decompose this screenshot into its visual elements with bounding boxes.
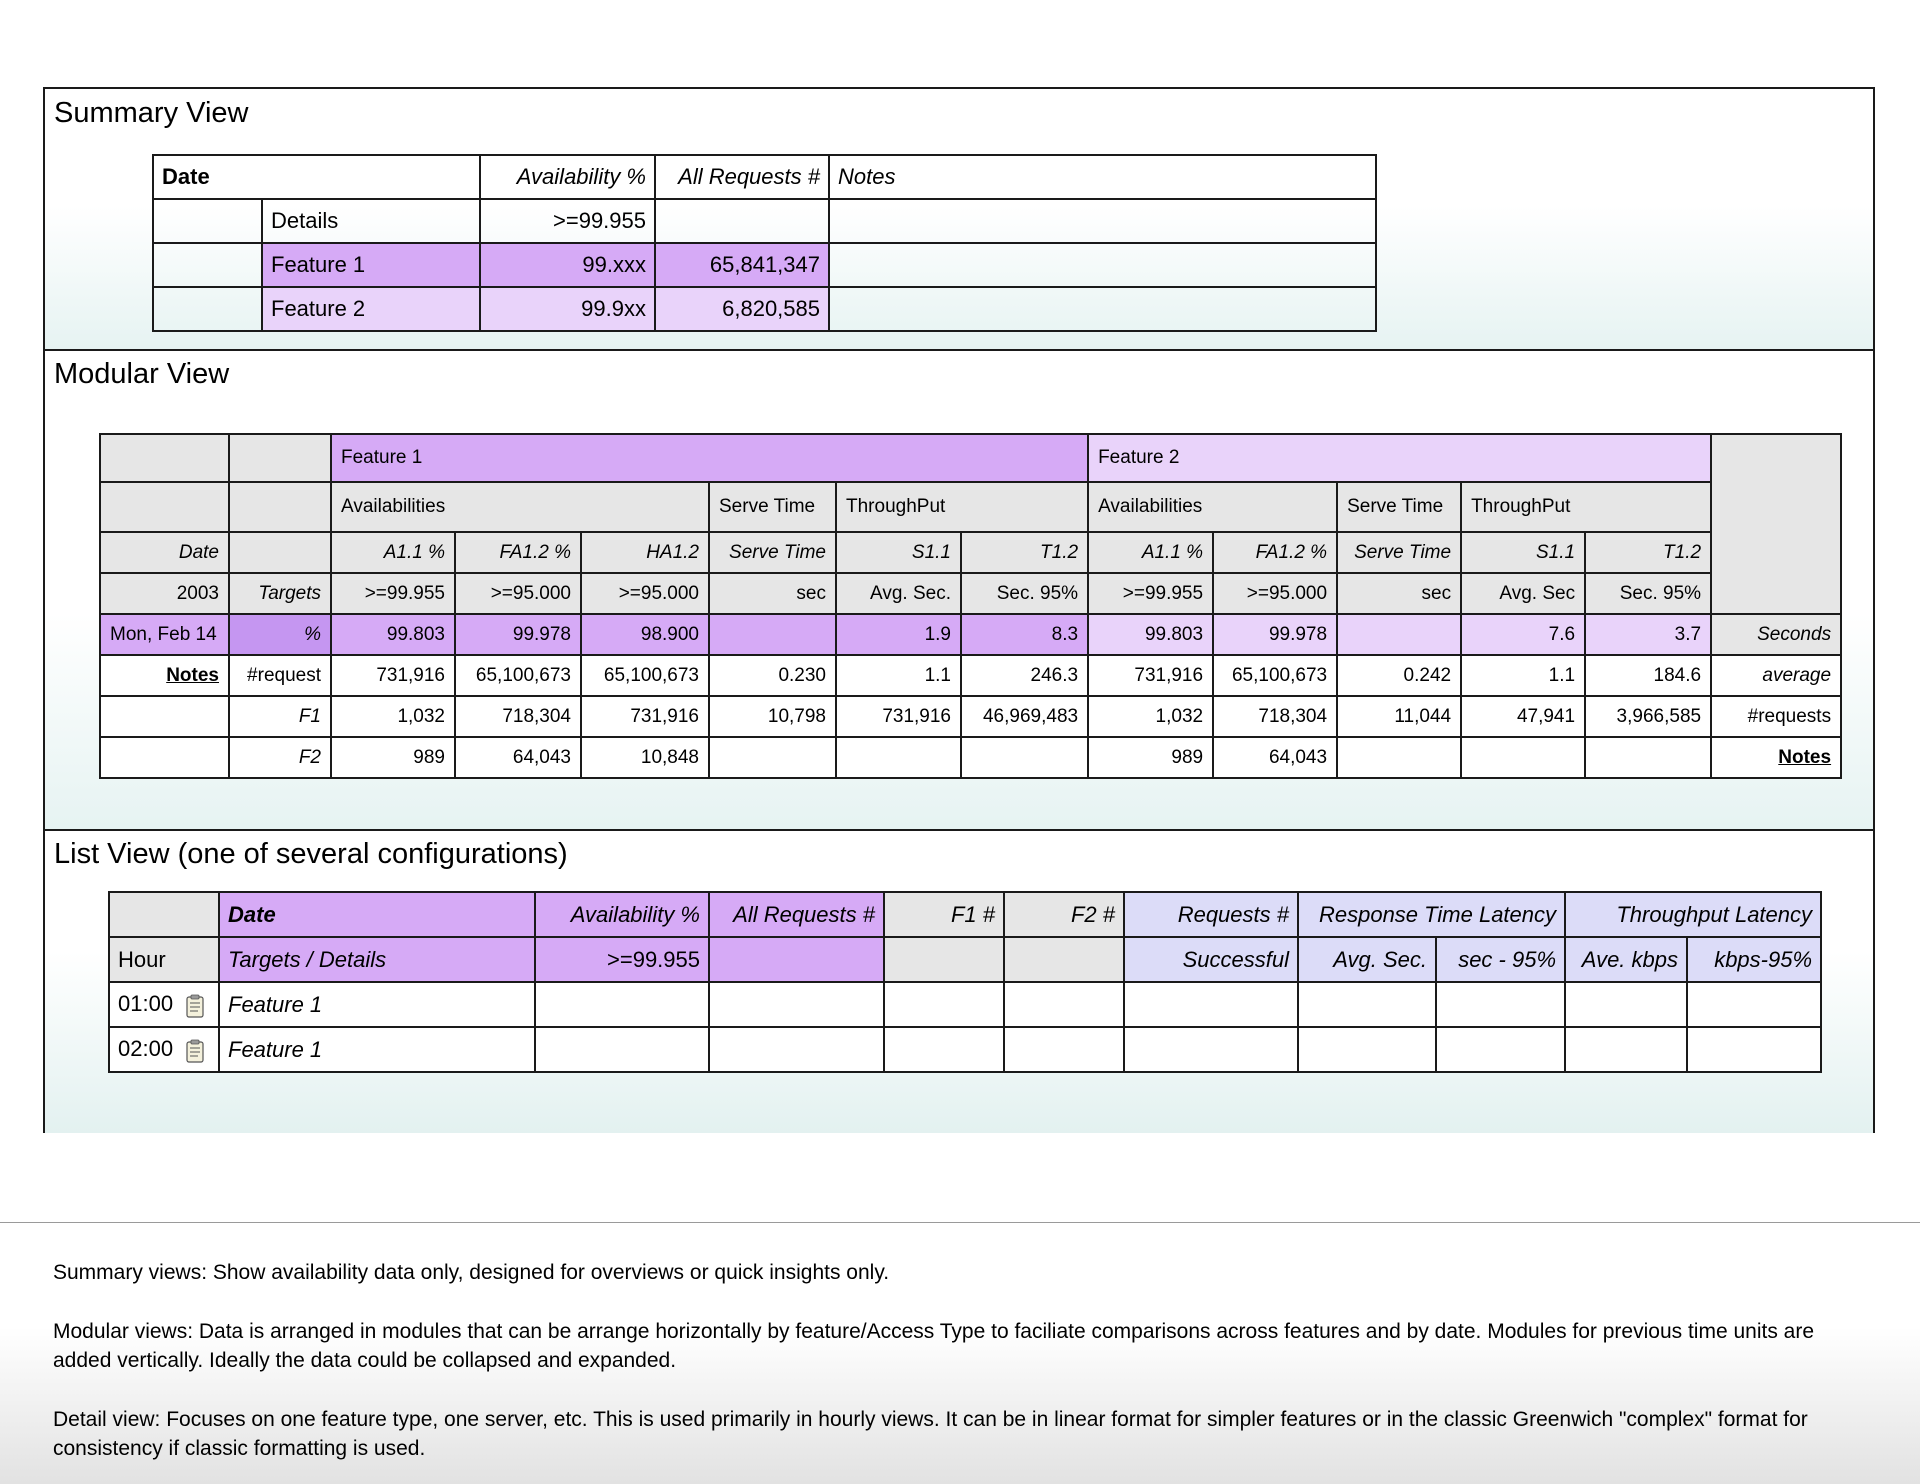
table-cell[interactable]: [884, 982, 1004, 1027]
list-header-row-1: [109, 892, 1821, 937]
table-cell[interactable]: [1337, 737, 1461, 778]
table-cell[interactable]: Avg. Sec.: [836, 573, 961, 614]
table-cell[interactable]: 10,848: [581, 737, 709, 778]
table-cell[interactable]: [836, 737, 961, 778]
table-cell[interactable]: [1585, 737, 1711, 778]
list-sec95-header[interactable]: sec - 95%: [1436, 937, 1565, 982]
list-kbps95-header[interactable]: kbps-95%: [1687, 937, 1821, 982]
table-cell[interactable]: 3.7: [1585, 614, 1711, 655]
list-f1-header[interactable]: F1 #: [884, 892, 1004, 937]
modular-corner-cell: [100, 482, 229, 532]
table-cell[interactable]: [709, 982, 884, 1027]
f1-serve-time-header[interactable]: Serve Time: [709, 532, 836, 573]
table-cell[interactable]: >=99.955: [1088, 573, 1213, 614]
table-cell[interactable]: 65,100,673: [581, 655, 709, 696]
f1-ha12-header[interactable]: HA1.2: [581, 532, 709, 573]
notepad-icon[interactable]: [185, 1039, 205, 1063]
table-cell[interactable]: Sec. 95%: [1585, 573, 1711, 614]
table-cell[interactable]: 64,043: [1213, 737, 1337, 778]
summary-requests-cell[interactable]: [655, 199, 829, 243]
table-cell[interactable]: [1565, 1027, 1687, 1072]
modular-notes-link[interactable]: Notes: [100, 655, 229, 696]
modular-date-cell[interactable]: [100, 737, 229, 778]
modular-side-requests[interactable]: #requests: [1711, 696, 1841, 737]
f2-fa12-header[interactable]: FA1.2 %: [1213, 532, 1337, 573]
table-cell[interactable]: 1,032: [1088, 696, 1213, 737]
table-cell[interactable]: 65,100,673: [1213, 655, 1337, 696]
notepad-icon[interactable]: [185, 994, 205, 1018]
modular-side-header: [1711, 434, 1841, 614]
table-cell[interactable]: 99.978: [1213, 614, 1337, 655]
table-cell[interactable]: 731,916: [836, 696, 961, 737]
f2-t12-header[interactable]: T1.2: [1585, 532, 1711, 573]
modular-f1-label[interactable]: F1: [229, 696, 331, 737]
list-throughput-latency-header[interactable]: Throughput Latency: [1565, 892, 1821, 937]
table-cell[interactable]: >=95.000: [455, 573, 581, 614]
table-cell[interactable]: [961, 737, 1088, 778]
modular-f2-row: [100, 737, 1841, 778]
list-successful-header[interactable]: Successful: [1124, 937, 1298, 982]
summary-date-cell[interactable]: [153, 287, 262, 331]
f1-availabilities-group[interactable]: Availabilities: [331, 482, 709, 532]
f1-serve-time-group[interactable]: Serve Time: [709, 482, 836, 532]
modular-f2-label[interactable]: F2: [229, 737, 331, 778]
summary-view-title: Summary View: [54, 97, 249, 129]
f2-serve-time-header[interactable]: Serve Time: [1337, 532, 1461, 573]
table-cell[interactable]: [1337, 614, 1461, 655]
list-view-section: [45, 831, 1873, 1133]
table-cell[interactable]: 184.6: [1585, 655, 1711, 696]
modular-request-label[interactable]: #request: [229, 655, 331, 696]
list-f1-target: [884, 937, 1004, 982]
table-cell[interactable]: [1298, 1027, 1436, 1072]
table-cell[interactable]: 99.978: [455, 614, 581, 655]
list-requests-target: [709, 937, 884, 982]
list-view-title: List View (one of several configurations): [54, 838, 568, 870]
table-cell[interactable]: [709, 1027, 884, 1072]
table-cell[interactable]: [1687, 1027, 1821, 1072]
list-response-latency-header[interactable]: Response Time Latency: [1298, 892, 1565, 937]
modular-percent-row: [100, 614, 1841, 655]
summary-views-note: Summary views: Show availability data only, designed for overviews or quick insights only.: [53, 1261, 890, 1284]
list-availability-header[interactable]: Availability %: [535, 892, 709, 937]
table-cell[interactable]: >=99.955: [331, 573, 455, 614]
summary-date-cell[interactable]: [153, 243, 262, 287]
modular-label-header: [229, 532, 331, 573]
summary-header-row: [153, 155, 1376, 199]
table-cell[interactable]: sec: [1337, 573, 1461, 614]
f1-t12-header[interactable]: T1.2: [961, 532, 1088, 573]
modular-date-cell[interactable]: Mon, Feb 14: [100, 614, 229, 655]
modular-targets-label[interactable]: Targets: [229, 573, 331, 614]
summary-row-label[interactable]: Feature 2: [262, 287, 480, 331]
list-requests-count-header[interactable]: Requests #: [1124, 892, 1298, 937]
modular-corner-cell: [229, 434, 331, 482]
f2-a11-header[interactable]: A1.1 %: [1088, 532, 1213, 573]
list-date-header[interactable]: Date: [219, 892, 535, 937]
f1-throughput-group[interactable]: ThroughPut: [836, 482, 1088, 532]
table-cell[interactable]: sec: [709, 573, 836, 614]
list-corner-cell: [109, 892, 219, 937]
table-cell[interactable]: [1436, 1027, 1565, 1072]
table-row: [153, 199, 1376, 243]
table-cell[interactable]: 47,941: [1461, 696, 1585, 737]
table-cell[interactable]: 0.242: [1337, 655, 1461, 696]
f1-fa12-header[interactable]: FA1.2 %: [455, 532, 581, 573]
f1-a11-header[interactable]: A1.1 %: [331, 532, 455, 573]
table-cell[interactable]: [709, 737, 836, 778]
summary-notes-cell[interactable]: [829, 199, 1376, 243]
list-table: [108, 891, 1822, 1073]
list-avg-sec-header[interactable]: Avg. Sec.: [1298, 937, 1436, 982]
modular-request-row: [100, 655, 1841, 696]
modular-view-section: [45, 351, 1873, 831]
list-header-row-2: [109, 937, 1821, 982]
summary-table: [152, 154, 1377, 332]
table-cell[interactable]: 718,304: [1213, 696, 1337, 737]
summary-availability-header[interactable]: Availability %: [480, 155, 655, 199]
summary-requests-cell[interactable]: 65,841,347: [655, 243, 829, 287]
list-f2-target: [1004, 937, 1124, 982]
table-cell[interactable]: Sec. 95%: [961, 573, 1088, 614]
list-feature-cell[interactable]: Feature 1: [219, 982, 535, 1027]
list-availability-target[interactable]: >=99.955: [535, 937, 709, 982]
table-row: [153, 243, 1376, 287]
summary-availability-cell[interactable]: 99.9xx: [480, 287, 655, 331]
table-cell[interactable]: [709, 614, 836, 655]
table-cell[interactable]: 99.803: [1088, 614, 1213, 655]
list-hour-cell[interactable]: [109, 1027, 219, 1072]
summary-row-label[interactable]: Feature 1: [262, 243, 480, 287]
table-cell[interactable]: [535, 1027, 709, 1072]
modular-f1-row: [100, 696, 1841, 737]
table-cell[interactable]: Avg. Sec: [1461, 573, 1585, 614]
table-cell[interactable]: 731,916: [1088, 655, 1213, 696]
feature-1-header[interactable]: Feature 1: [331, 434, 1088, 482]
table-cell[interactable]: [1565, 982, 1687, 1027]
modular-metric-row: [100, 532, 1841, 573]
table-cell[interactable]: 98.900: [581, 614, 709, 655]
table-row: [109, 982, 1821, 1027]
list-feature-cell[interactable]: Feature 1: [219, 1027, 535, 1072]
summary-requests-cell[interactable]: 6,820,585: [655, 287, 829, 331]
modular-corner-cell: [229, 482, 331, 532]
table-cell[interactable]: [1687, 982, 1821, 1027]
summary-row-label[interactable]: Details: [262, 199, 480, 243]
table-cell[interactable]: [1004, 982, 1124, 1027]
modular-targets-row: [100, 573, 1841, 614]
table-cell[interactable]: 3,966,585: [1585, 696, 1711, 737]
table-cell[interactable]: [1298, 982, 1436, 1027]
views-frame: [43, 87, 1875, 1133]
table-cell[interactable]: 989: [331, 737, 455, 778]
summary-notes-cell[interactable]: [829, 287, 1376, 331]
table-cell[interactable]: 11,044: [1337, 696, 1461, 737]
summary-view-section: [45, 89, 1873, 351]
modular-side-notes-link[interactable]: Notes: [1711, 737, 1841, 778]
table-cell[interactable]: 731,916: [581, 696, 709, 737]
table-cell[interactable]: 1.9: [836, 614, 961, 655]
table-cell[interactable]: 64,043: [455, 737, 581, 778]
modular-group-row: [100, 482, 1841, 532]
table-row: [109, 1027, 1821, 1072]
list-hour-label: 01:00: [118, 991, 174, 1017]
f2-availabilities-group[interactable]: Availabilities: [1088, 482, 1337, 532]
table-cell[interactable]: 246.3: [961, 655, 1088, 696]
table-cell[interactable]: 718,304: [455, 696, 581, 737]
modular-date-cell[interactable]: [100, 696, 229, 737]
modular-view-title: Modular View: [54, 358, 230, 390]
f1-s11-header[interactable]: S1.1: [836, 532, 961, 573]
explanation-notes: [0, 1222, 1920, 1484]
table-cell[interactable]: [1124, 982, 1298, 1027]
table-cell[interactable]: 0.230: [709, 655, 836, 696]
modular-year-cell[interactable]: 2003: [100, 573, 229, 614]
list-requests-header[interactable]: All Requests #: [709, 892, 884, 937]
table-cell[interactable]: 99.803: [331, 614, 455, 655]
table-cell[interactable]: 65,100,673: [455, 655, 581, 696]
modular-side-average[interactable]: average: [1711, 655, 1841, 696]
modular-corner-cell: [100, 434, 229, 482]
modular-views-note: Modular views: Data is arranged in modules that can be arrange horizontally by feature/Access Type to faciliate comparisons across features and by date. Modules for previous time units are added vertically. Ideally the data could be collapsed and expanded.: [53, 1320, 1815, 1372]
table-cell[interactable]: [535, 982, 709, 1027]
summary-availability-cell[interactable]: >=99.955: [480, 199, 655, 243]
f2-serve-time-group[interactable]: Serve Time: [1337, 482, 1461, 532]
list-hour-header[interactable]: Hour: [109, 937, 219, 982]
summary-requests-header[interactable]: All Requests #: [655, 155, 829, 199]
modular-table: [99, 433, 1842, 779]
table-row: [153, 287, 1376, 331]
summary-date-header[interactable]: Date: [153, 155, 480, 199]
table-cell[interactable]: 10,798: [709, 696, 836, 737]
table-cell[interactable]: 7.6: [1461, 614, 1585, 655]
table-cell[interactable]: 1.1: [836, 655, 961, 696]
modular-percent-label[interactable]: %: [229, 614, 331, 655]
table-cell[interactable]: 731,916: [331, 655, 455, 696]
table-cell[interactable]: [1436, 982, 1565, 1027]
modular-side-seconds[interactable]: Seconds: [1711, 614, 1841, 655]
detail-view-note: Detail view: Focuses on one feature type, one server, etc. This is used primarily in hourly views. It can be in linear format for simpler features or in the classic Greenwich "complex" format for consistency if classic formatting is used.: [53, 1408, 1808, 1460]
table-cell[interactable]: [884, 1027, 1004, 1072]
summary-notes-header[interactable]: Notes: [829, 155, 1376, 199]
list-kbps-header[interactable]: Ave. kbps: [1565, 937, 1687, 982]
list-hour-label: 02:00: [118, 1036, 174, 1062]
table-cell[interactable]: [1461, 737, 1585, 778]
table-cell[interactable]: [1004, 1027, 1124, 1072]
table-cell[interactable]: 989: [1088, 737, 1213, 778]
table-cell[interactable]: >=95.000: [1213, 573, 1337, 614]
table-cell[interactable]: 1,032: [331, 696, 455, 737]
modular-feature-row: [100, 434, 1841, 482]
table-cell[interactable]: 1.1: [1461, 655, 1585, 696]
feature-2-header[interactable]: Feature 2: [1088, 434, 1711, 482]
table-cell[interactable]: 8.3: [961, 614, 1088, 655]
summary-notes-cell[interactable]: [829, 243, 1376, 287]
table-cell[interactable]: [1124, 1027, 1298, 1072]
summary-date-cell[interactable]: [153, 199, 262, 243]
modular-date-header[interactable]: Date: [100, 532, 229, 573]
f2-throughput-group[interactable]: ThroughPut: [1461, 482, 1711, 532]
table-cell[interactable]: 46,969,483: [961, 696, 1088, 737]
f2-s11-header[interactable]: S1.1: [1461, 532, 1585, 573]
list-f2-header[interactable]: F2 #: [1004, 892, 1124, 937]
table-cell[interactable]: >=95.000: [581, 573, 709, 614]
list-targets-header[interactable]: Targets / Details: [219, 937, 535, 982]
list-hour-cell[interactable]: [109, 982, 219, 1027]
summary-availability-cell[interactable]: 99.xxx: [480, 243, 655, 287]
